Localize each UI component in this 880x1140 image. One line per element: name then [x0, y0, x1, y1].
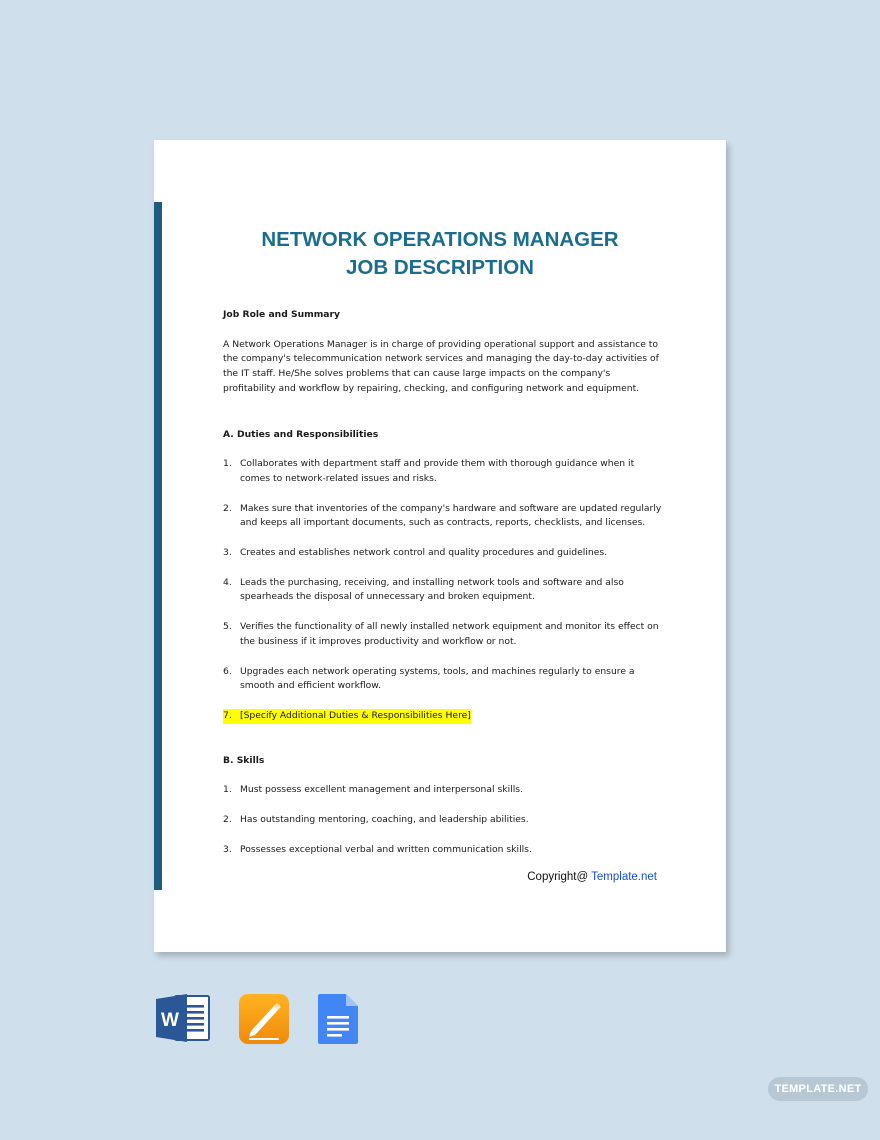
list-item: [223, 783, 663, 798]
accent-bar: [154, 202, 162, 890]
summary-text: A Network Operations Manager is in charge of providing operational support and assistance to the company's telecommunication network services and managing the day-to-day activities of the IT staff. He/She solves problems that can cause large impacts on the company's profitability and workflow by repairing, checking, and configuring network and equipment.: [223, 338, 659, 394]
item-text: Has outstanding mentoring, coaching, and leadership abilities.: [240, 814, 529, 826]
svg-text:W: W: [161, 1010, 179, 1031]
list-item: [223, 813, 663, 828]
skills-heading: B. Skills: [223, 754, 265, 766]
list-item: [223, 576, 663, 605]
item-text: Creates and establishes network control and quality procedures and guidelines.: [240, 547, 608, 559]
google-docs-icon[interactable]: [317, 993, 359, 1050]
item-number: 3.: [223, 547, 232, 559]
item-number: 5.: [223, 621, 232, 633]
highlighted-placeholder-item: [223, 709, 663, 724]
item-text: Makes sure that inventories of the company's hardware and software are updated regularly and keeps all important documents, such as contracts, reports, checklists, and licenses.: [240, 502, 662, 529]
list-item: [223, 457, 663, 486]
list-item: [223, 665, 663, 694]
title-line-2: JOB DESCRIPTION: [346, 256, 534, 279]
word-icon[interactable]: [155, 993, 211, 1048]
copyright-notice: [527, 871, 657, 883]
item-number: 7.: [223, 709, 240, 724]
list-item: [223, 502, 663, 531]
template-net-watermark: TEMPLATE.NET: [768, 1077, 868, 1101]
item-number: 6.: [223, 665, 232, 677]
duties-heading: A. Duties and Responsibilities: [223, 428, 379, 440]
document-page: [154, 140, 726, 952]
skills-list: [223, 783, 663, 857]
item-number: 2.: [223, 502, 232, 514]
item-text: Possesses exceptional verbal and written communication skills.: [240, 843, 532, 855]
item-text: Verifies the functionality of all newly installed network equipment and monitor its effect on the business if it improves productivity and workflow or not.: [240, 621, 659, 647]
item-text: Upgrades each network operating systems, tools, and machines regularly to ensure a smooth and efficient workflow.: [240, 665, 635, 692]
document-title: [154, 226, 726, 282]
duties-list: [223, 457, 663, 723]
item-text: Leads the purchasing, receiving, and installing network tools and software and also spearheads the disposal of unnecessary and broken equipment.: [240, 576, 624, 603]
item-text: [Specify Additional Duties & Responsibilities Here]: [240, 709, 471, 724]
item-number: 1.: [223, 784, 232, 796]
list-item: [223, 546, 663, 561]
item-text: Must possess excellent management and interpersonal skills.: [240, 784, 523, 796]
title-line-1: NETWORK OPERATIONS MANAGER: [261, 228, 619, 251]
item-text: Collaborates with department staff and provide them with thorough guidance when it comes to network-related issues and risks.: [240, 458, 635, 484]
item-number: 2.: [223, 814, 232, 826]
copyright-prefix: Copyright@: [527, 871, 592, 883]
item-number: 4.: [223, 576, 232, 588]
pages-icon[interactable]: [238, 993, 290, 1050]
list-item: [223, 843, 663, 858]
item-number: 1.: [223, 458, 232, 470]
item-number: 3.: [223, 843, 232, 855]
summary-heading: Job Role and Summary: [223, 309, 341, 320]
list-item: [223, 620, 663, 649]
document-body: [223, 308, 663, 857]
copyright-link[interactable]: Template.net: [591, 871, 657, 883]
